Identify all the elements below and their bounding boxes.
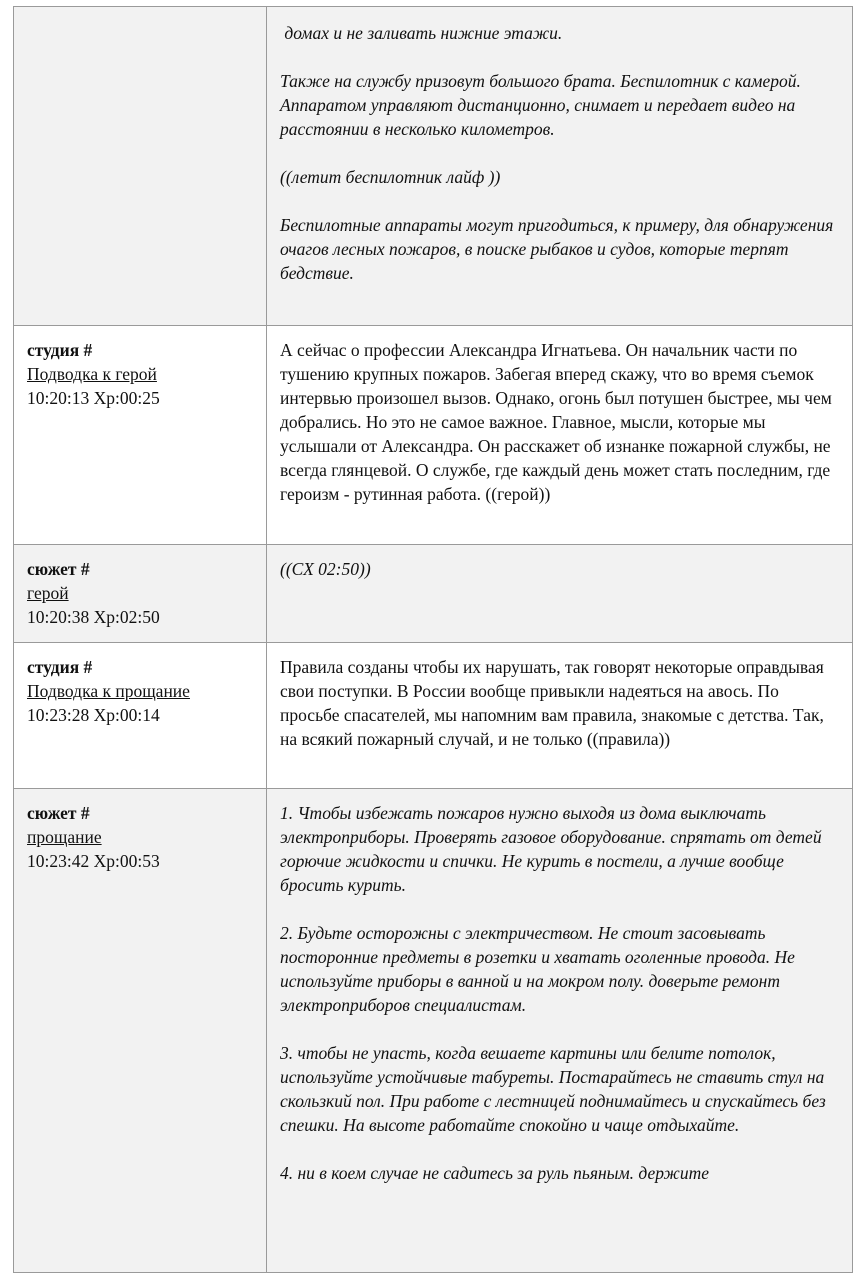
row-text-cell — [267, 643, 853, 789]
text-paragraph: Правила созданы чтобы их нарушать, так говорят некоторые оправдывая свои поступки. В России вообще привыкли надеяться на авось. По просьбе спасателей, мы напомним вам правила, знакомые с детства. Так, на всякий пожарный случай, и не только ((правила)) — [280, 657, 829, 749]
text-paragraph: 2. Будьте осторожны с электричеством. Не стоит засовывать посторонние предметы в розетки и хватать оголенные провода. Не используйте приборы в ванной и на мокром полу. доверьте ремонт электроприборов специалистам. — [280, 923, 800, 1015]
segment-title: прощание — [27, 827, 102, 847]
row-meta-cell — [14, 545, 267, 643]
segment-timecode: 10:23:28 Хр:00:14 — [27, 705, 160, 725]
text-paragraph: 1. Чтобы избежать пожаров нужно выходя из дома выключать электроприборы. Проверять газовое оборудование. спрятать от детей горючие жидкости и спички. Не курить в постели, а лучше вообще бросить курить. — [280, 803, 826, 895]
segment-title: герой — [27, 583, 69, 603]
text-paragraph: Беспилотные аппараты могут пригодиться, к примеру, для обнаружения очагов лесных пожаров, в поиске рыбаков и судов, которые терпят бедствие. — [280, 215, 838, 283]
text-paragraph: домах и не заливать нижние этажи. — [280, 23, 563, 43]
text-paragraph: Также на службу призовут большого брата. Беспилотник с камерой. Аппаратом управляют дистанционно, снимает и передает видео на расстоянии в несколько километров. — [280, 71, 806, 139]
text-paragraph: ((СХ 02:50)) — [280, 559, 371, 579]
text-paragraph: А сейчас о профессии Александра Игнатьева. Он начальник части по тушению крупных пожаров. Забегая вперед скажу, что во время съемок интервью произошел вызов. Однако, огонь был потушен быстрее, мы чем добрались. Но это не самое важное. Главное, мысли, которые мы услышали от Александра. Он расскажет об изнанке пожарной службы, не всегда глянцевой. О службе, где каждый день может стать последним, где героизм - рутинная работа. ((герой)) — [280, 340, 837, 504]
row-text-cell — [267, 326, 853, 545]
text-paragraph: ((летит беспилотник лайф )) — [280, 167, 501, 187]
segment-title: Подводка к герой — [27, 364, 157, 384]
segment-timecode: 10:20:38 Хр:02:50 — [27, 607, 160, 627]
text-paragraph: 4. ни в коем случае не садитесь за руль пьяным. держите — [280, 1163, 709, 1183]
row-meta-cell — [14, 326, 267, 545]
row-text-cell — [267, 789, 853, 1273]
row-text-cell — [267, 545, 853, 643]
row-meta-cell — [14, 789, 267, 1273]
script-row — [14, 643, 853, 789]
segment-type: сюжет # — [27, 559, 90, 579]
segment-title: Подводка к прощание — [27, 681, 190, 701]
row-text-cell — [267, 7, 853, 326]
row-meta-cell — [14, 7, 267, 326]
segment-type: студия # — [27, 340, 93, 360]
segment-type: студия # — [27, 657, 93, 677]
script-row — [14, 326, 853, 545]
row-meta-cell — [14, 643, 267, 789]
script-row — [14, 7, 853, 326]
segment-type: сюжет # — [27, 803, 90, 823]
script-row — [14, 545, 853, 643]
script-row — [14, 789, 853, 1273]
text-paragraph: 3. чтобы не упасть, когда вешаете картины или белите потолок, используйте устойчивые табуреты. Постарайтесь не ставить стул на скользкий пол. При работе с лестницей поднимайтесь и спускайтесь без спешки. На высоте работайте спокойно и чаще отдыхайте. — [280, 1043, 831, 1135]
script-table — [13, 6, 853, 1273]
segment-timecode: 10:20:13 Хр:00:25 — [27, 388, 160, 408]
segment-timecode: 10:23:42 Хр:00:53 — [27, 851, 160, 871]
